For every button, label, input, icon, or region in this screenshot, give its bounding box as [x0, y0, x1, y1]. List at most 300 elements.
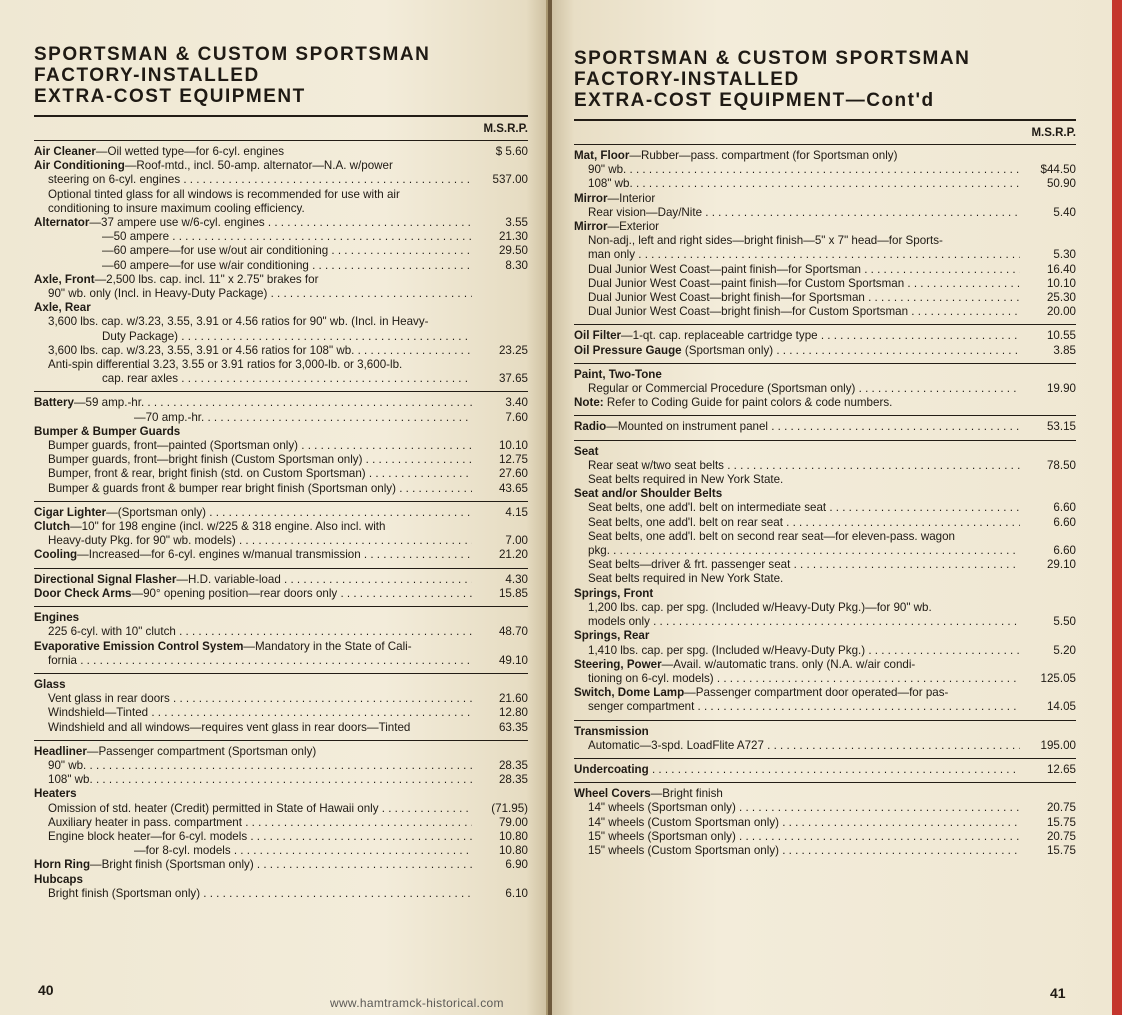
item-description [574, 725, 1020, 739]
item-description [34, 315, 472, 329]
item-description [34, 301, 472, 315]
price-section [34, 741, 528, 906]
price-row [574, 192, 1076, 206]
item-price: 21.30 [498, 230, 528, 244]
price-row [34, 611, 528, 625]
left-price-list [34, 141, 528, 906]
price-row [574, 700, 1076, 714]
item-description [574, 234, 1020, 248]
price-row [574, 382, 1076, 396]
page-number-left: 40 [38, 982, 54, 998]
item-description [574, 277, 1020, 291]
price-row [574, 445, 1076, 459]
price-row [574, 572, 1076, 586]
item-text: Bright finish (Sportsman only) [48, 886, 201, 900]
item-name: Oil Pressure Gauge [574, 343, 682, 357]
item-price: 8.30 [505, 258, 528, 272]
price-row [574, 686, 1076, 700]
price-row [574, 291, 1076, 305]
item-text: 90" wb. [588, 163, 627, 177]
price-row [34, 330, 528, 344]
price-row [34, 573, 528, 587]
price-section [574, 759, 1076, 783]
item-text: 90" wb. only (Incl. in Heavy-Duty Package) [48, 287, 268, 301]
item-description [34, 858, 472, 872]
price-row [574, 263, 1076, 277]
item-price: 4.30 [505, 572, 528, 586]
price-row [34, 745, 528, 759]
item-text: 15" wheels (Sportsman only) [588, 829, 736, 843]
price-row [34, 873, 528, 887]
msrp-column-header: M.S.R.P. [483, 123, 528, 135]
item-text: —Rubber—pass. compartment (for Sportsman only) [629, 149, 898, 162]
item-description [34, 787, 472, 801]
item-name: Mirror [574, 220, 608, 234]
item-price: 29.50 [498, 244, 528, 258]
item-name: Battery [34, 396, 74, 410]
item-description [574, 344, 1020, 358]
price-section [574, 721, 1076, 759]
item-description [574, 206, 1020, 220]
item-description [34, 159, 472, 173]
item-text: Seat belts, one add'l. belt on rear seat [588, 515, 783, 529]
item-price: 53.15 [1046, 420, 1076, 434]
item-text: —for 8-cyl. models [134, 844, 231, 858]
item-name: Axle, Rear [34, 301, 91, 315]
item-description [574, 530, 1020, 544]
item-description [34, 611, 472, 625]
item-description [34, 520, 472, 534]
price-row [574, 344, 1076, 358]
item-name: Mirror [574, 191, 608, 205]
item-price: 15.75 [1046, 815, 1076, 829]
price-row [574, 234, 1076, 248]
item-description [574, 572, 1020, 586]
item-text: —60 ampere—for use w/air conditioning [102, 258, 309, 272]
item-description [34, 358, 472, 372]
item-description [34, 773, 472, 787]
item-text: —Mounted on instrument panel [606, 420, 768, 434]
heading-line: EXTRA-COST EQUIPMENT—Cont'd [574, 90, 935, 111]
item-name: Directional Signal Flasher [34, 572, 177, 586]
item-description [34, 330, 472, 344]
item-text: —70 amp.-hr. [134, 410, 205, 424]
item-text: pkg. [588, 544, 610, 558]
item-name: Cooling [34, 548, 78, 562]
price-row [574, 587, 1076, 601]
item-description [574, 291, 1020, 305]
item-text: —1-qt. cap. replaceable cartridge type [621, 329, 818, 343]
item-text: Vent glass in rear doors [48, 692, 170, 706]
item-description [34, 482, 472, 496]
item-price: $ 5.60 [495, 145, 528, 158]
price-row [34, 520, 528, 534]
item-description [34, 506, 472, 520]
item-description [34, 188, 472, 202]
item-text: Windshield and all windows—requires vent glass in rear doors—Tinted [48, 720, 411, 734]
item-price: 15.85 [498, 586, 528, 600]
item-price: 15.75 [1046, 843, 1076, 857]
item-text: Omission of std. heater (Credit) permitted in State of Hawaii only [48, 801, 379, 815]
price-row [574, 739, 1076, 753]
item-name: Oil Filter [574, 329, 622, 343]
price-row [574, 487, 1076, 501]
item-price: 10.55 [1046, 329, 1076, 343]
item-price: 50.90 [1046, 177, 1076, 191]
item-text: 1,200 lbs. cap. per spg. (Included w/Heavy-Duty Pkg.)—for 90" wb. [588, 600, 932, 614]
item-description [34, 887, 472, 901]
item-name: Horn Ring [34, 858, 91, 872]
item-description [34, 873, 472, 887]
price-row [34, 816, 528, 830]
item-text: fornia [48, 653, 78, 667]
item-name: Heaters [34, 787, 77, 801]
price-row [574, 844, 1076, 858]
item-description [34, 145, 472, 159]
price-row [34, 372, 528, 386]
price-row [34, 411, 528, 425]
price-row [34, 678, 528, 692]
item-price: 5.50 [1053, 615, 1076, 629]
item-text: man only [588, 248, 636, 262]
item-description [34, 816, 472, 830]
item-price: 5.30 [1053, 248, 1076, 262]
item-price: 6.90 [505, 858, 528, 872]
item-name: Headliner [34, 744, 87, 758]
item-text: models only [588, 615, 650, 629]
item-text: Bumper, front & rear, bright finish (std. on Custom Sportsman) [48, 467, 366, 481]
item-name: Hubcaps [34, 872, 83, 886]
item-name: Paint, Two-Tone [574, 367, 662, 381]
item-text: —2,500 lbs. cap. incl. 11" x 2.75" brakes for [94, 272, 319, 286]
item-description [34, 844, 472, 858]
price-row [574, 530, 1076, 544]
item-text: Duty Package) [102, 329, 179, 343]
item-text: Bumper guards, front—bright finish (Custom Sportsman only) [48, 453, 363, 467]
item-name: Alternator [34, 216, 90, 230]
item-price: 37.65 [498, 372, 528, 386]
item-description [34, 640, 472, 654]
item-price: 14.05 [1046, 700, 1076, 714]
item-description [574, 686, 1020, 700]
price-row [34, 188, 528, 202]
item-description [574, 329, 1020, 343]
price-row [574, 629, 1076, 643]
price-row [34, 145, 528, 159]
item-price: 27.60 [498, 467, 528, 481]
item-text: Rear seat w/two seat belts [588, 458, 724, 472]
item-description [574, 544, 1020, 558]
item-price: 29.10 [1046, 558, 1076, 572]
item-price: 6.10 [505, 886, 528, 900]
item-description [574, 615, 1020, 629]
item-description [34, 411, 472, 425]
item-text: 3,600 lbs. cap. w/3.23, 3.55, 3.91 or 4.56 ratios for 108" wb. [48, 343, 355, 357]
item-name: Evaporative Emission Control System [34, 639, 244, 653]
item-text: 3,600 lbs. cap. w/3.23, 3.55, 3.91 or 4.56 ratios for 90" wb. (Incl. in Heavy- [48, 315, 429, 329]
item-price: 12.80 [498, 706, 528, 720]
watermark: www.hamtramck-historical.com [330, 996, 504, 1010]
item-description [574, 177, 1020, 191]
item-description [34, 344, 472, 358]
item-text: Bumper & guards front & bumper rear bright finish (Sportsman only) [48, 481, 396, 495]
item-text: Regular or Commercial Procedure (Sportsman only) [588, 382, 856, 396]
item-text: Non-adj., left and right sides—bright finish—5" x 7" head—for Sports- [588, 234, 943, 248]
item-price: $44.50 [1040, 163, 1076, 177]
heading-line: SPORTSMAN & CUSTOM SPORTSMAN [574, 48, 971, 69]
item-description [574, 672, 1020, 686]
item-name: Air Cleaner [34, 145, 96, 158]
item-text: —Mandatory in the State of Cali- [243, 639, 412, 653]
item-text: Automatic—3-spd. LoadFlite A727 [588, 738, 764, 752]
item-description [574, 473, 1020, 487]
item-text: —Oil wetted type—for 6-cyl. engines [95, 145, 285, 158]
red-book-edge [1112, 0, 1122, 1015]
item-price: 195.00 [1040, 738, 1076, 752]
item-text: —60 ampere—for use w/out air conditioning [102, 244, 329, 258]
price-row [34, 259, 528, 273]
item-description [574, 220, 1020, 234]
item-description [34, 467, 472, 481]
item-description [574, 420, 1020, 434]
item-text: —90° opening position—rear doors only [131, 586, 338, 600]
price-row [574, 368, 1076, 382]
item-description [574, 830, 1020, 844]
item-name: Radio [574, 420, 607, 434]
item-text: —(Sportsman only) [106, 505, 207, 519]
price-row [34, 548, 528, 562]
price-row [574, 420, 1076, 434]
price-row [34, 721, 528, 735]
item-name: Engines [34, 611, 80, 625]
item-price: (71.95) [491, 801, 528, 815]
price-section [574, 364, 1076, 417]
item-description [574, 396, 1020, 410]
price-row [574, 544, 1076, 558]
item-price: 5.40 [1053, 205, 1076, 219]
item-description [574, 787, 1020, 801]
item-price: 79.00 [498, 815, 528, 829]
item-description [34, 573, 472, 587]
price-row [574, 516, 1076, 530]
item-description [34, 654, 472, 668]
item-price: 12.75 [498, 453, 528, 467]
price-row [574, 329, 1076, 343]
price-row [34, 534, 528, 548]
item-price: 21.20 [498, 548, 528, 562]
price-section [34, 141, 528, 392]
msrp-column-header: M.S.R.P. [1031, 127, 1076, 139]
item-text: —Bright finish (Sportsman only) [90, 858, 254, 872]
item-price: 4.15 [505, 505, 528, 519]
item-price: 3.40 [505, 396, 528, 410]
item-description [34, 706, 472, 720]
item-description [574, 305, 1020, 319]
price-row [34, 439, 528, 453]
price-row [34, 301, 528, 315]
item-description [574, 587, 1020, 601]
item-price: 16.40 [1046, 262, 1076, 276]
item-description [34, 287, 472, 301]
price-row [574, 615, 1076, 629]
item-price: 12.65 [1046, 762, 1076, 776]
price-row [34, 216, 528, 230]
price-section [574, 783, 1076, 863]
heading-line: SPORTSMAN & CUSTOM SPORTSMAN [34, 44, 431, 65]
price-row [34, 425, 528, 439]
price-row [34, 844, 528, 858]
price-row [574, 473, 1076, 487]
price-row [34, 692, 528, 706]
item-description [34, 587, 472, 601]
item-name: Undercoating [574, 762, 649, 776]
price-row [34, 654, 528, 668]
price-row [574, 459, 1076, 473]
price-row [34, 453, 528, 467]
price-row [34, 773, 528, 787]
item-text: Seat belts, one add'l. belt on intermediate seat [588, 501, 827, 515]
price-section [574, 441, 1076, 721]
price-row [574, 658, 1076, 672]
price-row [574, 787, 1076, 801]
item-text: Dual Junior West Coast—bright finish—for Sportsman [588, 291, 865, 305]
price-row [34, 230, 528, 244]
item-description [34, 202, 472, 216]
price-row [574, 801, 1076, 815]
price-row [34, 287, 528, 301]
price-row [34, 467, 528, 481]
item-name: Note: [574, 396, 604, 410]
item-text: 1,410 lbs. cap. per spg. (Included w/Heavy-Duty Pkg.) [588, 643, 866, 657]
price-row [34, 202, 528, 216]
price-row [574, 725, 1076, 739]
item-description [34, 439, 472, 453]
price-row [34, 787, 528, 801]
item-text: —37 ampere use w/6-cyl. engines [89, 216, 265, 230]
item-description [574, 501, 1020, 515]
price-row [574, 163, 1076, 177]
item-name: Seat and/or Shoulder Belts [574, 487, 723, 501]
price-row [34, 625, 528, 639]
item-description [574, 487, 1020, 501]
item-price: 6.60 [1053, 515, 1076, 529]
price-section [574, 325, 1076, 363]
item-description [574, 459, 1020, 473]
item-description [34, 173, 472, 187]
item-description [34, 745, 472, 759]
price-row [34, 482, 528, 496]
item-description [34, 453, 472, 467]
price-section [34, 674, 528, 741]
price-row [34, 315, 528, 329]
price-section [34, 502, 528, 569]
item-text: (Sportsman only) [681, 343, 774, 357]
item-price: 125.05 [1040, 671, 1076, 685]
item-price: 28.35 [498, 758, 528, 772]
item-text: conditioning to insure maximum cooling efficiency. [48, 201, 305, 215]
item-text: 15" wheels (Custom Sportsman only) [588, 843, 779, 857]
price-row [34, 706, 528, 720]
item-description [34, 625, 472, 639]
item-text: —Roof-mtd., incl. 50-amp. alternator—N.A. w/power [124, 159, 393, 173]
price-section [574, 416, 1076, 440]
price-row [34, 830, 528, 844]
item-price: 25.30 [1046, 291, 1076, 305]
item-description [34, 534, 472, 548]
price-row [574, 206, 1076, 220]
item-price: 20.75 [1046, 801, 1076, 815]
price-row [34, 640, 528, 654]
price-row [574, 830, 1076, 844]
item-description [574, 263, 1020, 277]
price-row [574, 644, 1076, 658]
item-description [574, 629, 1020, 643]
price-row [34, 244, 528, 258]
price-row [34, 887, 528, 901]
right-page-heading [574, 48, 1034, 111]
item-description [574, 368, 1020, 382]
heading-line: FACTORY-INSTALLED [34, 65, 260, 86]
item-price: 10.80 [498, 829, 528, 843]
price-section [574, 145, 1076, 325]
item-price: 20.75 [1046, 829, 1076, 843]
item-price: 48.70 [498, 625, 528, 639]
heading-line: EXTRA-COST EQUIPMENT [34, 86, 306, 107]
price-row [34, 759, 528, 773]
item-description [34, 802, 472, 816]
item-description [34, 759, 472, 773]
item-text: 108" wb. [48, 773, 93, 787]
item-text: Rear vision—Day/Nite [588, 205, 703, 219]
page-number-right: 41 [1050, 985, 1066, 1001]
item-price: 49.10 [498, 653, 528, 667]
item-price: 7.00 [505, 534, 528, 548]
item-price: 23.25 [498, 343, 528, 357]
left-page-heading [34, 44, 494, 107]
item-description [574, 558, 1020, 572]
right-price-list [574, 145, 1076, 863]
item-text: Dual Junior West Coast—bright finish—for Custom Sportsman [588, 305, 909, 319]
item-text: Heavy-duty Pkg. for 90" wb. models) [48, 534, 236, 548]
item-price: 43.65 [498, 481, 528, 495]
price-row [34, 159, 528, 173]
item-name: Cigar Lighter [34, 505, 107, 519]
item-name: Door Check Arms [34, 586, 132, 600]
item-price: 28.35 [498, 773, 528, 787]
item-description [34, 678, 472, 692]
price-section [34, 607, 528, 674]
item-text: Seat belts required in New York State. [588, 473, 784, 487]
item-text: cap. rear axles [102, 372, 179, 386]
item-name: Bumper & Bumper Guards [34, 424, 181, 438]
item-description [574, 382, 1020, 396]
item-price: 10.10 [498, 439, 528, 453]
item-description [574, 644, 1020, 658]
item-name: Clutch [34, 520, 71, 534]
item-description [34, 721, 472, 735]
item-description [574, 149, 1020, 163]
item-name: Wheel Covers [574, 787, 651, 801]
left-page [0, 0, 548, 1015]
item-description [574, 801, 1020, 815]
price-row [574, 305, 1076, 319]
item-price: 21.60 [498, 692, 528, 706]
item-price: 6.60 [1053, 501, 1076, 515]
item-name: Air Conditioning [34, 159, 125, 173]
item-price: 78.50 [1046, 458, 1076, 472]
item-text: —Interior [607, 191, 656, 205]
item-text: 14" wheels (Sportsman only) [588, 801, 736, 815]
